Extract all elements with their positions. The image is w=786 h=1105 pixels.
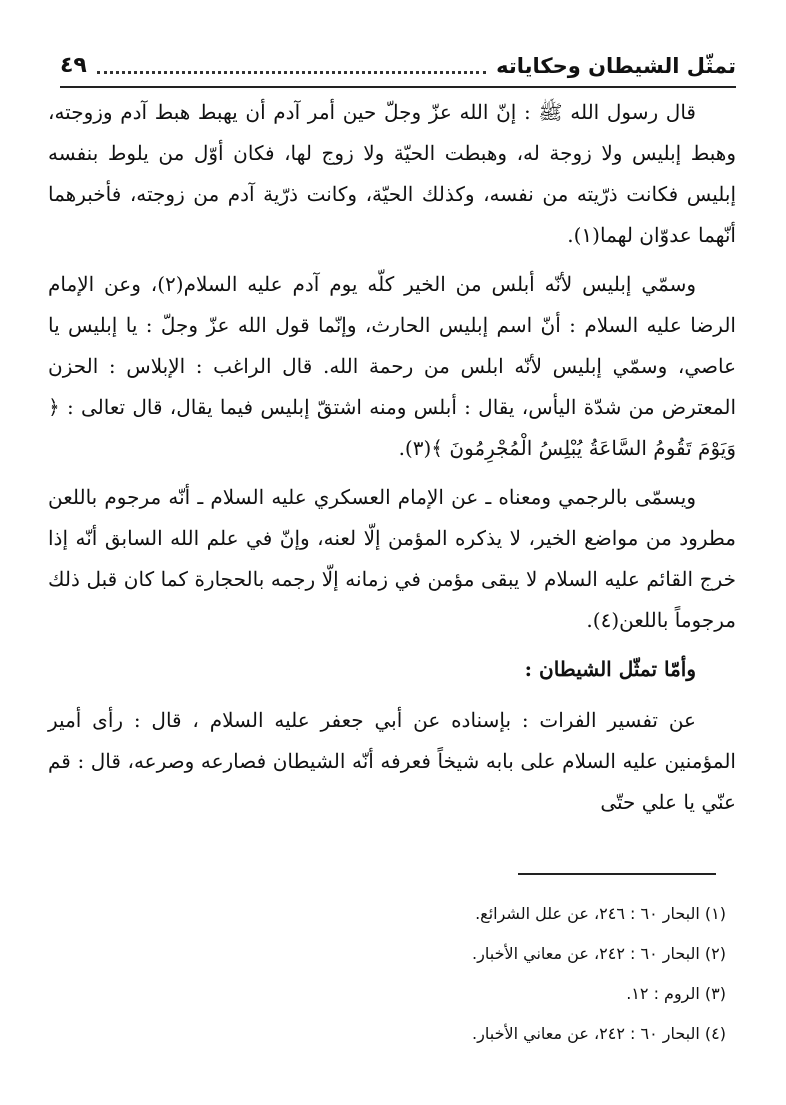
- footnote: (٣) الروم : ١٢.: [626, 984, 726, 1003]
- section-subheading: وأمّا تمثّل الشيطان :: [524, 657, 696, 681]
- footnote: (١) البحار ٦٠ : ٢٤٦، عن علل الشرائع.: [475, 904, 726, 923]
- paragraph: وسمّي إبليس لأنّه أبلس من الخير كلّه يوم آدم عليه السلام(٢)، وعن الإمام الرضا عليه السلام : أنّ اسم إبليس الحارث، وإنّما قول الله عزّ وجلّ : يا إبليس يا عاصي، وسمّي إبليس لأنّه ابلس من رحمة الله. قال الراغب : الإبلاس : الحزن المعترض من شدّة اليأس، يقال : أبلس ومنه اشتقّ إبليس فيما يقال، قال تعالى : ﴿ وَيَوْمَ تَقُومُ السَّاعَةُ يُبْلِسُ الْمُجْرِمُونَ ﴾(٣).: [48, 272, 736, 460]
- page-number: ٤٩: [60, 53, 87, 78]
- footnote-divider: [518, 873, 716, 875]
- dotted-leader: [97, 70, 486, 74]
- page-header: [60, 42, 736, 88]
- footnote: (٤) البحار ٦٠ : ٢٤٢، عن معاني الأخبار.: [472, 1024, 726, 1043]
- paragraph: ويسمّى بالرجمي ومعناه ـ عن الإمام العسكري عليه السلام ـ أنّه مرجوم باللعن مطرود من مواضع الخير، لا يذكره المؤمن إلّا لعنه، وإنّ في علم الله السابق أنّه إذا خرج القائم عليه السلام لا يبقى مؤمن في زمانه إلّا رجمه بالحجارة كما كان قبل ذلك مرجوماً باللعن(٤).: [48, 485, 736, 632]
- running-title: تمثّل الشيطان وحكاياته: [496, 54, 736, 78]
- body-text: [48, 92, 736, 831]
- footnote: (٢) البحار ٦٠ : ٢٤٢، عن معاني الأخبار.: [472, 944, 726, 963]
- paragraph: عن تفسير الفرات : بإسناده عن أبي جعفر عليه السلام ، قال : رأى أمير المؤمنين عليه السلام على بابه شيخاً فعرفه أنّه الشيطان فصارعه وصرعه، قال : قم عنّي يا علي حتّى: [48, 708, 736, 814]
- paragraph: قال رسول الله ﷺ : إنّ الله عزّ وجلّ حين أمر آدم أن يهبط هبط آدم وزوجته، وهبط إبليس ولا زوجة له، وهبطت الحيّة ولا زوج لها، فكان أوّل من يلوط بنفسه إبليس فكانت ذرّيته من نفسه، وكذلك الحيّة، وكانت ذرّية آدم من زوجته، فأخبرهما أنّهما عدوّان لهما(١).: [48, 100, 736, 247]
- footnotes: [60, 894, 726, 1054]
